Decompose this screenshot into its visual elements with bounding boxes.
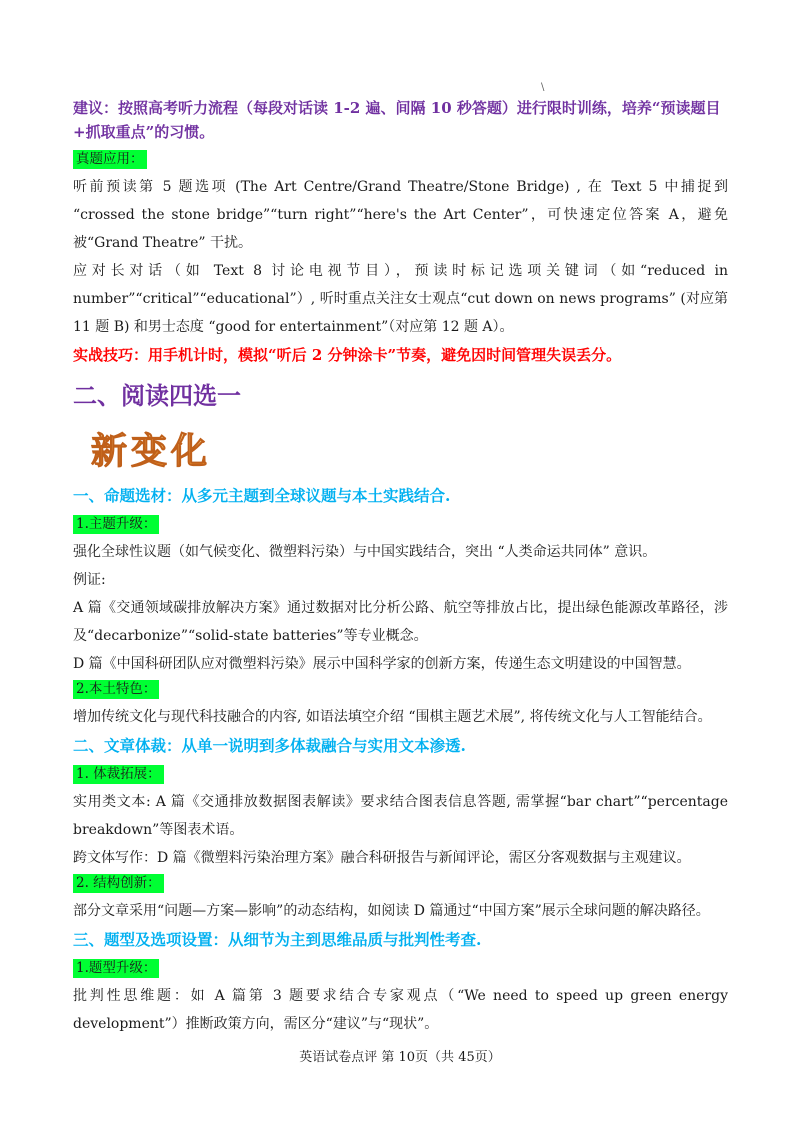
- paragraph-text8: 应对长对话（如 Text 8 讨论电视节目），预读时标记选项关键词（如“reduced in number”“critical”“educational”）, 听时重点关注女士观点“cut down on news programs” (对应第 11 题 B) 和男士态度 “good for entertainment”（对应第 12 题 A）。: [73, 263, 728, 335]
- page-content: [73, 96, 728, 1038]
- advice-text: 建议：按照高考听力流程（每段对话读 1-2 遍、间隔 10 秒答题）进行限时训练，培养“预读题目+抓取重点”的习惯。: [73, 99, 721, 141]
- new-changes-art-title: [87, 421, 728, 475]
- subheading-question-types: 三、题型及选项设置：从细节为主到思维品质与批判性考查.: [73, 930, 482, 949]
- label-local-feature: 2.本土特色：: [73, 680, 159, 699]
- paragraph-structure: 部分文章采用“问题—方案—影响”的动态结构，如阅读 D 篇通过“中国方案”展示全球问题的解决路径。: [73, 903, 710, 919]
- section-title: 二、阅读四选一: [73, 382, 241, 410]
- page-footer: 英语试卷点评 第 10页（共 45页）: [299, 1050, 501, 1065]
- paragraph-practical-text: 实用类文本: A 篇《交通排放数据图表解读》要求结合图表信息答题, 需掌握“bar chart”“percentage breakdown”等图表术语。: [73, 794, 728, 838]
- label-structure-innovation: 2. 结构创新：: [73, 874, 164, 893]
- real-application-label: 真题应用：: [73, 150, 147, 169]
- subheading-topic-selection: 一、命题选材：从多元主题到全球议题与本土实践结合.: [73, 486, 451, 505]
- paragraph-example-label: 例证:: [73, 572, 106, 588]
- paragraph-passage-d: D 篇《中国科研团队应对微塑料污染》展示中国科学家的创新方案，传递生态文明建设的中国智慧。: [73, 656, 691, 672]
- label-question-upgrade: 1.题型升级：: [73, 959, 159, 978]
- art-title-graphic: [87, 421, 227, 475]
- practical-tip: 实战技巧：用手机计时，模拟“听后 2 分钟涂卡”节奏，避免因时间管理失误丢分。: [73, 346, 622, 364]
- label-genre-expansion: 1. 体裁拓展：: [73, 765, 164, 784]
- paragraph-cross-genre: 跨文体写作：D 篇《微塑料污染治理方案》融合科研报告与新闻评论，需区分客观数据与主观建议。: [73, 850, 691, 866]
- stray-mark: \: [541, 82, 545, 93]
- paragraph-local-feature: 增加传统文化与现代科技融合的内容, 如语法填空介绍 “围棋主题艺术展”, 将传统文化与人工智能结合。: [73, 709, 712, 725]
- paragraph-text5: 听前预读第 5 题选项 (The Art Centre/Grand Theatre/Stone Bridge) , 在 Text 5 中捕捉到 “crossed the stone bridge”“turn right”“here's the Art Center”，可快速定位答案 A，避免被“Grand Theatre” 干扰。: [73, 179, 728, 251]
- subheading-genre: 二、文章体裁：从单一说明到多体裁融合与实用文本渗透.: [73, 736, 466, 755]
- paragraph-global-issues: 强化全球性议题（如气候变化、微塑料污染）与中国实践结合，突出 “人类命运共同体” 意识。: [73, 544, 657, 560]
- art-title-text: 新变化: [91, 431, 212, 472]
- paragraph-passage-a: A 篇《交通领域碳排放解决方案》通过数据对比分析公路、航空等排放占比，提出绿色能源改革路径，涉及“decarbonize”“solid-state batteries”等专业概念。: [73, 600, 728, 644]
- paragraph-critical-thinking: 批判性思维题：如 A 篇第 3 题要求结合专家观点（“We need to speed up green energy development”）推断政策方向，需区分“建议”与“现状”。: [73, 988, 728, 1032]
- label-theme-upgrade: 1.主题升级：: [73, 515, 159, 534]
